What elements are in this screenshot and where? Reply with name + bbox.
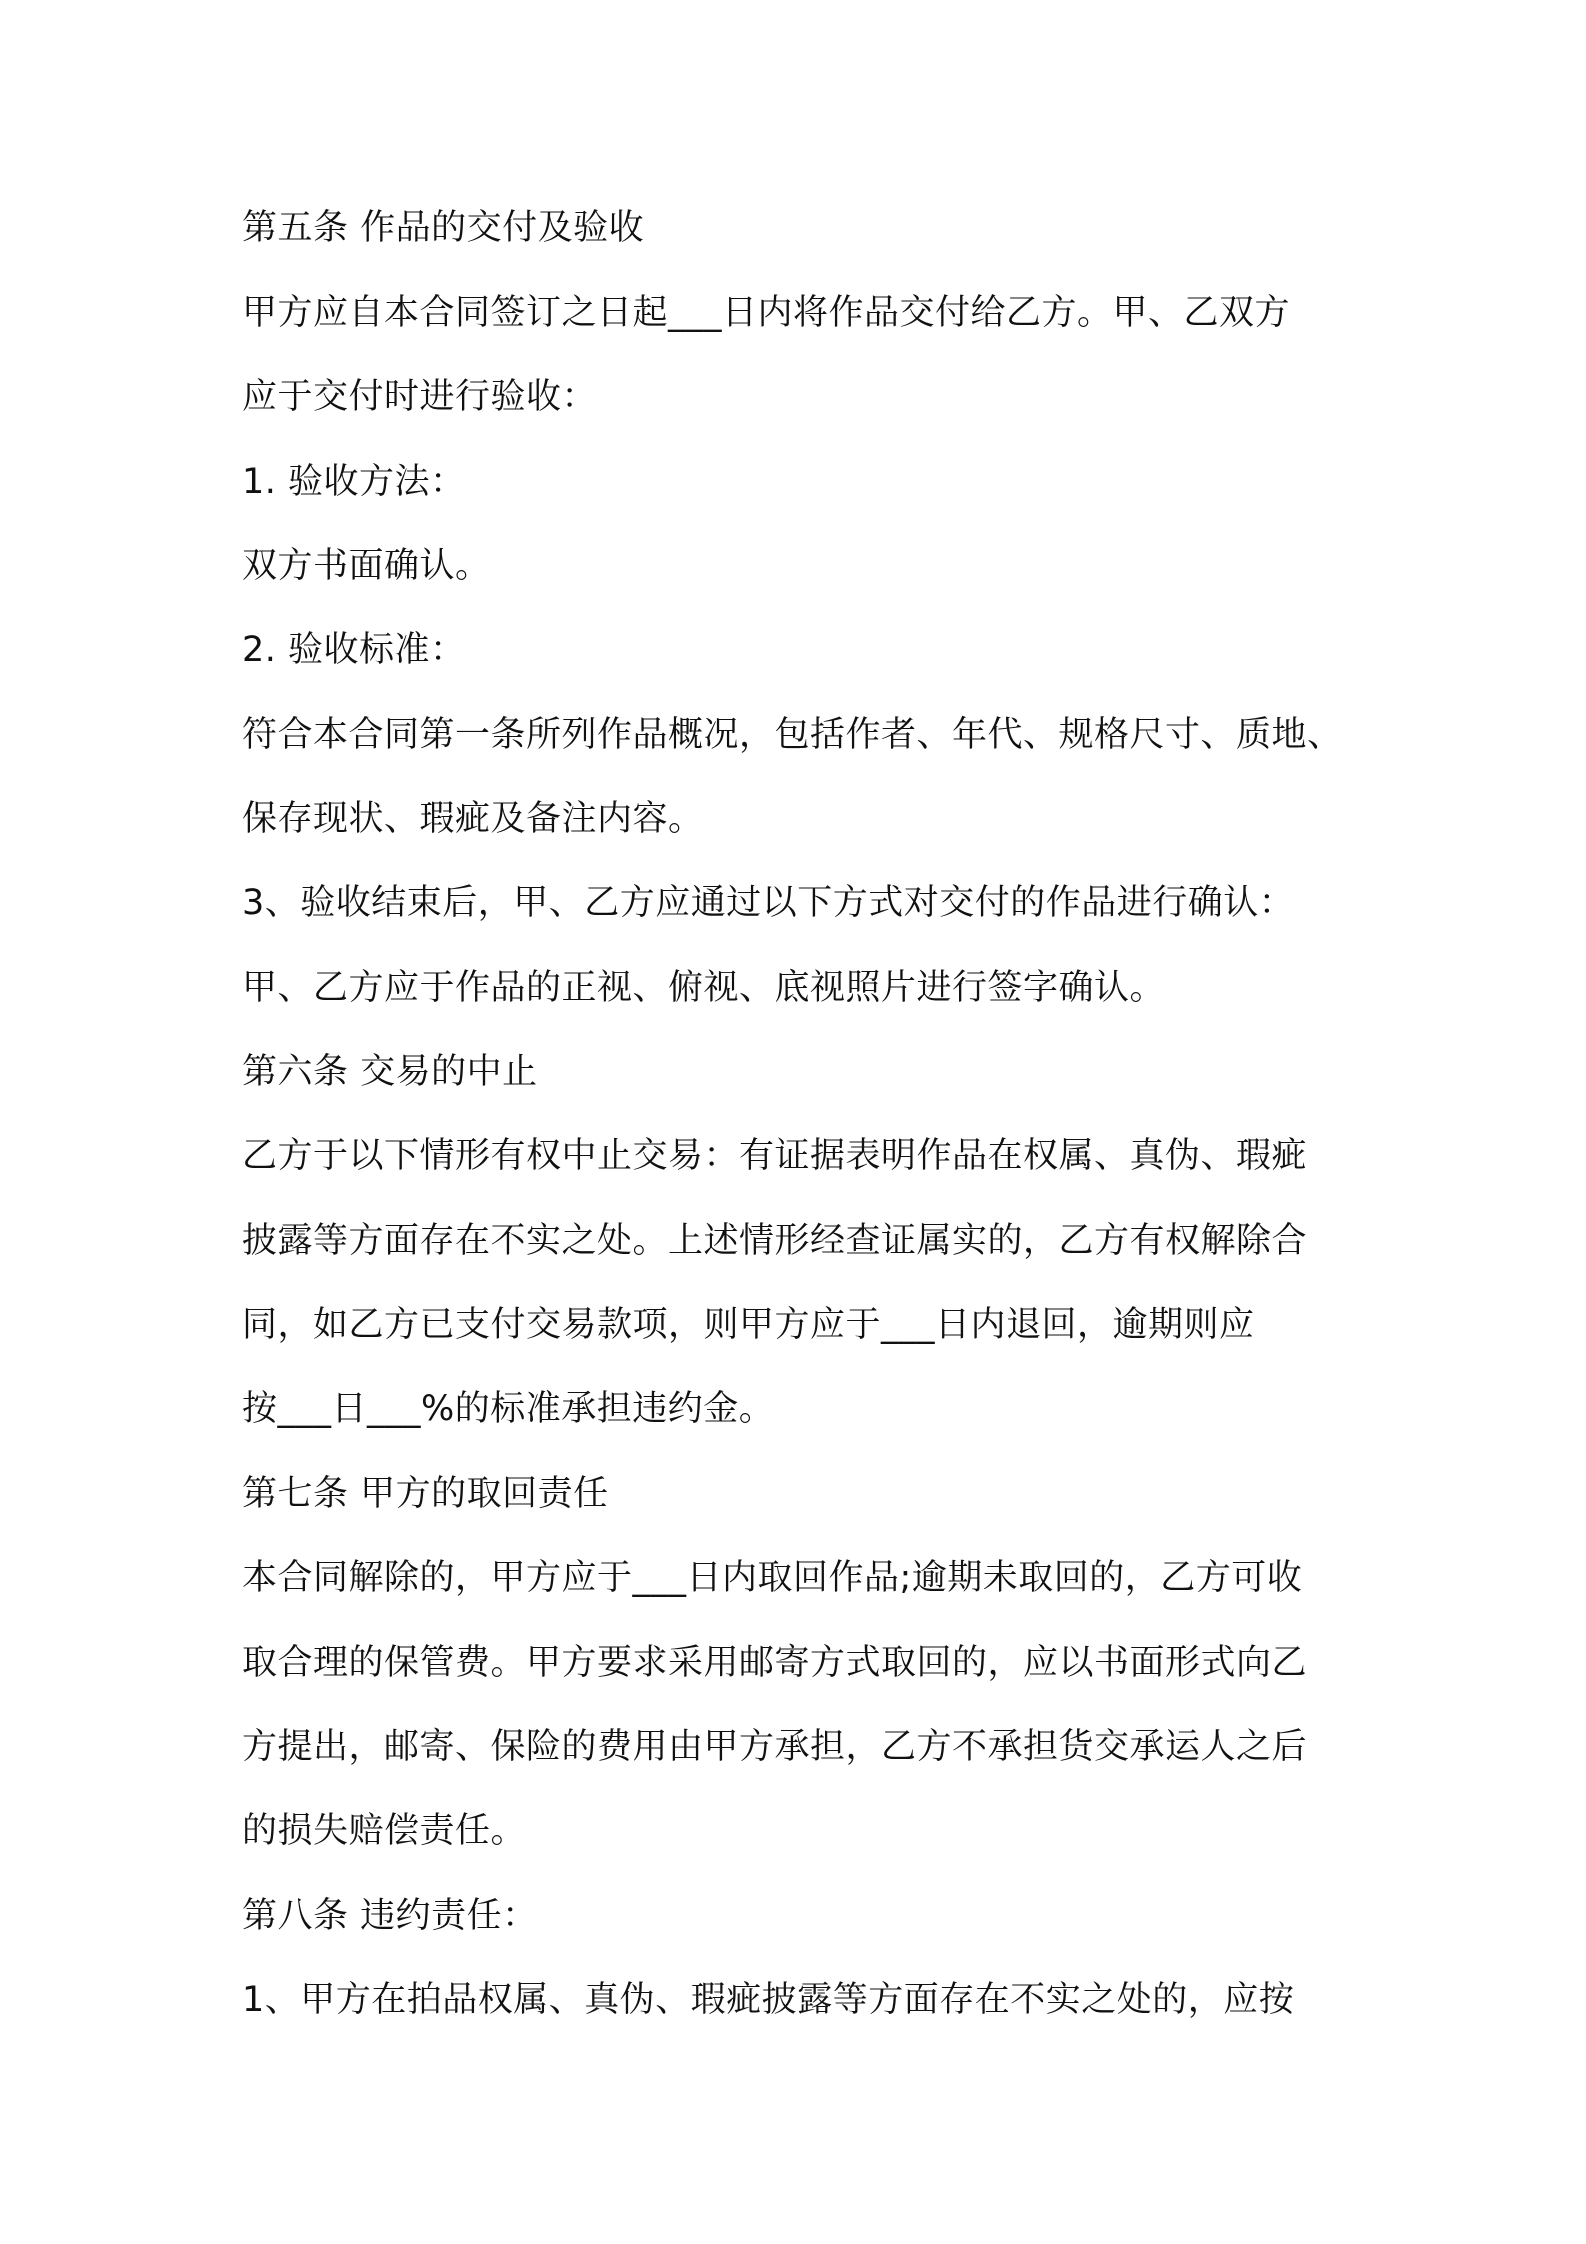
text-line: 按___日___%的标准承担违约金。 — [242, 1389, 775, 1429]
text-line: 符合本合同第一条所列作品概况，包括作者、年代、规格尺寸、质地、 — [242, 715, 1343, 755]
article-7-heading: 第七条 甲方的取回责任 — [242, 1474, 609, 1514]
article-6-heading: 第六条 交易的中止 — [242, 1052, 538, 1092]
text-line: 同，如乙方已支付交易款项，则甲方应于___日内退回，逾期则应 — [242, 1305, 1255, 1345]
text-line: 3、验收结束后，甲、乙方应通过以下方式对交付的作品进行确认： — [242, 883, 1295, 923]
text-line: 乙方于以下情形有权中止交易：有证据表明作品在权属、真伪、瑕疵 — [242, 1136, 1308, 1176]
article-5-heading: 第五条 作品的交付及验收 — [242, 208, 645, 248]
text-line: 双方书面确认。 — [242, 546, 491, 586]
text-line: 1、甲方在拍品权属、真伪、瑕疵披露等方面存在不实之处的，应按 — [242, 1980, 1295, 2020]
text-line: 保存现状、瑕疵及备注内容。 — [242, 799, 704, 839]
text-line: 方提出，邮寄、保险的费用由甲方承担，乙方不承担货交承运人之后 — [242, 1727, 1308, 1767]
text-line: 1. 验收方法： — [242, 462, 466, 502]
text-line: 2. 验收标准： — [242, 630, 466, 670]
text-line: 披露等方面存在不实之处。上述情形经查证属实的，乙方有权解除合 — [242, 1221, 1308, 1261]
article-8-heading: 第八条 违约责任： — [242, 1896, 538, 1936]
text-line: 的损失赔偿责任。 — [242, 1811, 527, 1851]
text-line: 甲方应自本合同签订之日起___日内将作品交付给乙方。甲、乙双方 — [242, 293, 1291, 333]
text-line: 取合理的保管费。甲方要求采用邮寄方式取回的，应以书面形式向乙 — [242, 1643, 1308, 1683]
text-line: 甲、乙方应于作品的正视、俯视、底视照片进行签字确认。 — [242, 968, 1166, 1008]
text-line: 本合同解除的，甲方应于___日内取回作品;逾期未取回的，乙方可收 — [242, 1558, 1303, 1598]
text-line: 应于交付时进行验收： — [242, 377, 598, 417]
